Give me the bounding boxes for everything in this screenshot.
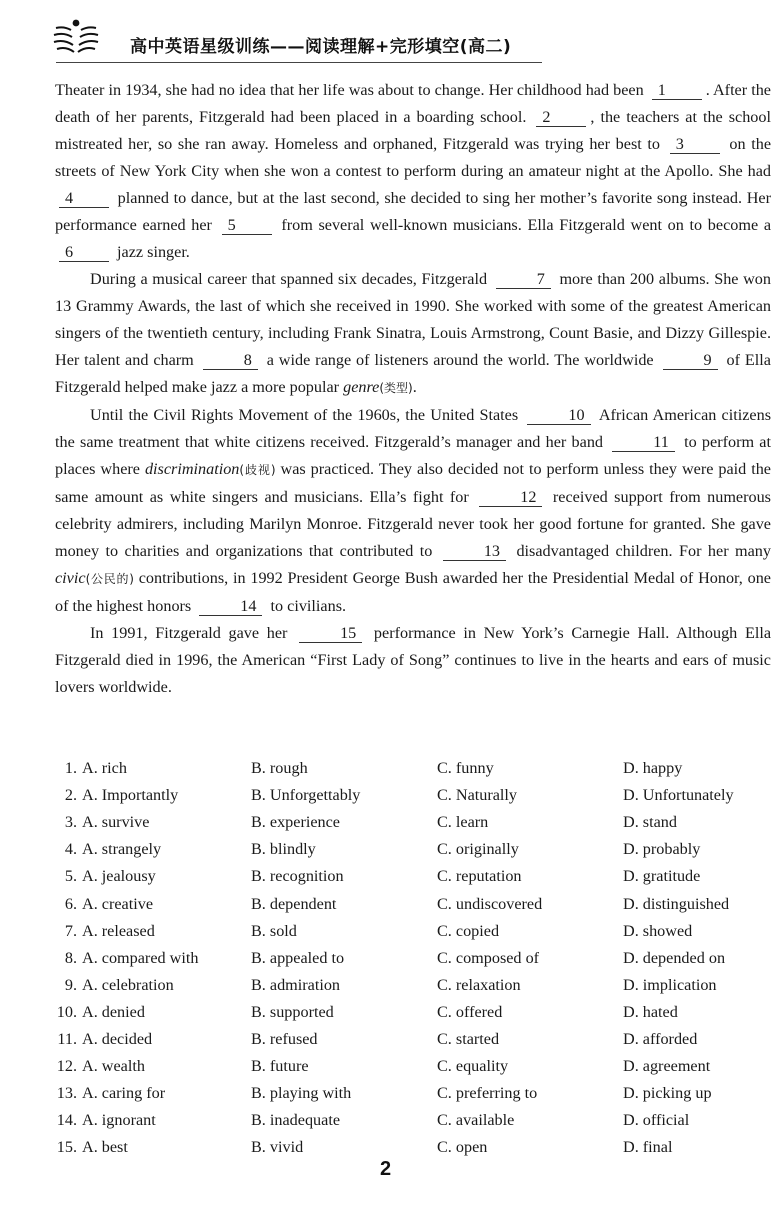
question-number: 4. (64, 840, 77, 859)
question-1-options (55, 755, 771, 782)
option-a (55, 1111, 251, 1130)
italic-term: genre (343, 378, 380, 396)
option-a (55, 895, 251, 914)
option-b: B. dependent (251, 894, 337, 913)
passage-text: was practiced. They also decided not to perform unless they were paid the same amount as white singers and musicians. Ella’s fight for (55, 460, 771, 506)
option-a (55, 786, 251, 805)
passage-text: In 1991, Fitzgerald gave her (90, 624, 296, 642)
passage-text: of Ella Fitzgerald helped make jazz a more popular (55, 351, 771, 396)
passage-text: to civilians. (266, 597, 347, 615)
passage-text: received support from numerous celebrity admirers, including Marilyn Monroe. Fitzgerald never took her good fortune for granted. She gave money to charities and organizations that contributed to (55, 488, 771, 560)
passage-text: Until the Civil Rights Movement of the 1960s, the United States (90, 406, 524, 424)
question-15-options (55, 1134, 771, 1161)
option-a-text: A. survive (82, 813, 150, 832)
question-5-options (55, 863, 771, 890)
passage-text: , the teachers at the school mistreated her, so she ran away. Homeless and orphaned, Fitzgerald was trying her best to (55, 108, 771, 153)
option-b: B. blindly (251, 840, 316, 859)
passage-text: African American citizens the same treatment that white citizens received. Fitzgerald’s manager and her band (55, 406, 772, 451)
option-a (55, 813, 251, 832)
option-d: D. gratitude (623, 867, 701, 886)
blank-5: 5 (222, 217, 272, 235)
option-a (55, 759, 251, 778)
question-7-options (55, 918, 771, 945)
blank-3: 3 (670, 136, 720, 154)
option-a-text: A. Importantly (82, 786, 179, 805)
question-number: 15. (56, 1138, 77, 1157)
passage-text: a wide range of listeners around the world. The worldwide (261, 351, 659, 369)
option-c: C. reputation (437, 867, 522, 886)
question-2-options (55, 782, 771, 809)
option-d: D. agreement (623, 1057, 711, 1076)
wheat-sheaf-icon (52, 18, 100, 60)
passage-text: . (412, 378, 417, 396)
passage-paragraph (55, 77, 771, 266)
passage-text: from several well-known musicians. Ella Fitzgerald went on to become a (275, 216, 772, 234)
option-c: C. available (437, 1111, 515, 1130)
option-a (55, 1084, 251, 1103)
blank-14: 14 (199, 598, 262, 616)
option-d: D. picking up (623, 1084, 712, 1103)
option-a-text: A. rich (82, 759, 127, 778)
option-c: C. open (437, 1138, 488, 1157)
option-b: B. Unforgettably (251, 786, 361, 805)
passage-paragraph (55, 266, 771, 402)
option-b: B. rough (251, 759, 308, 778)
question-number: 8. (64, 948, 77, 967)
option-a-text: A. ignorant (82, 1111, 156, 1130)
option-b: B. admiration (251, 975, 341, 994)
option-a-text: A. caring for (82, 1084, 166, 1103)
option-c: C. undiscovered (437, 894, 543, 913)
passage-text: to perform at places where (55, 433, 771, 478)
option-b: B. playing with (251, 1084, 352, 1103)
option-c: C. equality (437, 1057, 509, 1076)
question-number: 7. (64, 921, 77, 940)
header-divider (56, 62, 542, 63)
option-a (55, 976, 251, 995)
option-c: C. originally (437, 840, 519, 859)
option-b: B. experience (251, 813, 340, 832)
chinese-gloss: (类型) (379, 381, 413, 395)
option-a-text: A. jealousy (82, 867, 156, 886)
option-a-text: A. denied (82, 1002, 145, 1021)
question-8-options (55, 945, 771, 972)
passage-text: contributions, in 1992 President George Bush awarded her the Presidential Medal of Honor, one of the highest honors (55, 569, 771, 615)
option-a (55, 840, 251, 859)
question-number: 9. (64, 975, 77, 994)
option-d: D. stand (623, 813, 677, 832)
italic-term: civic (55, 569, 86, 587)
question-11-options (55, 1026, 771, 1053)
blank-7: 7 (496, 271, 551, 289)
option-b: B. vivid (251, 1138, 304, 1157)
option-a (55, 1057, 251, 1076)
option-a-text: A. wealth (82, 1057, 145, 1076)
option-d: D. hated (623, 1002, 678, 1021)
passage-paragraph (55, 620, 771, 701)
passage-text: performance in New York’s Carnegie Hall. Although Ella Fitzgerald died in 1996, the American “First Lady of Song” continues to live in the hearts and ears of music lovers worldwide. (55, 624, 772, 696)
page-number: 2 (380, 1158, 392, 1180)
option-b: B. supported (251, 1002, 334, 1021)
option-a-text: A. decided (82, 1029, 153, 1048)
option-d: D. implication (623, 975, 717, 994)
question-number: 10. (56, 1002, 77, 1021)
question-12-options (55, 1053, 771, 1080)
question-number: 5. (64, 867, 77, 886)
passage-text: on the streets of New York City when she won a contest to perform during an amateur night at the Apollo. She had (55, 135, 771, 180)
option-a-text: A. released (82, 921, 155, 940)
option-d: D. final (623, 1138, 673, 1157)
question-3-options (55, 809, 771, 836)
option-a (55, 922, 251, 941)
blank-2: 2 (536, 109, 586, 127)
option-a (55, 949, 251, 968)
question-4-options (55, 836, 771, 863)
question-number: 11. (57, 1029, 77, 1048)
option-c: C. funny (437, 759, 494, 778)
question-number: 6. (64, 894, 77, 913)
option-c: C. relaxation (437, 975, 521, 994)
passage-text: planned to dance, but at the last second, she decided to sing her mother’s favorite song instead. Her performance earned her (55, 189, 771, 234)
question-6-options (55, 890, 771, 917)
page-header (52, 18, 542, 62)
option-a-text: A. best (82, 1138, 128, 1157)
option-a-text: A. creative (82, 894, 154, 913)
option-c: C. started (437, 1029, 500, 1048)
question-number: 3. (64, 813, 77, 832)
option-c: C. composed of (437, 948, 540, 967)
blank-12: 12 (479, 489, 542, 507)
question-number: 1. (64, 759, 77, 778)
cloze-passage (55, 77, 771, 701)
question-number: 2. (64, 786, 77, 805)
blank-8: 8 (203, 352, 258, 370)
question-number: 12. (56, 1057, 77, 1076)
option-a-text: A. celebration (82, 975, 174, 994)
passage-text: more than 200 albums. She won 13 Grammy Awards, the last of which she received in 1990. She worked with some of the greatest American singers of the twentieth century, including Frank Sinatra, Louis Armstrong, Count Basie, and Dizzy Gillespie. Her talent and charm (55, 270, 771, 369)
option-d: D. distinguished (623, 894, 730, 913)
answer-options (55, 755, 771, 1161)
chinese-gloss: (公民的) (85, 572, 134, 586)
option-d: D. Unfortunately (623, 786, 734, 805)
italic-term: discrimination (144, 460, 240, 478)
blank-11: 11 (612, 434, 675, 452)
option-a-text: A. strangely (82, 840, 162, 859)
blank-6: 6 (59, 244, 109, 262)
option-c: C. preferring to (437, 1084, 538, 1103)
option-c: C. offered (437, 1002, 503, 1021)
question-10-options (55, 999, 771, 1026)
option-d: D. happy (623, 759, 683, 778)
option-a (55, 1030, 251, 1049)
option-a (55, 1003, 251, 1022)
option-a-text: A. compared with (82, 948, 199, 967)
blank-10: 10 (527, 407, 590, 425)
passage-text: . After the death of her parents, Fitzgerald had been placed in a boarding school. (55, 81, 771, 126)
option-d: D. official (623, 1111, 690, 1130)
blank-13: 13 (443, 543, 506, 561)
passage-text: disadvantaged children. For her many (510, 542, 771, 560)
chinese-gloss: (歧视) (239, 463, 276, 477)
option-d: D. depended on (623, 948, 726, 967)
passage-text: During a musical career that spanned six decades, Fitzgerald (90, 270, 492, 288)
option-b: B. appealed to (251, 948, 345, 967)
blank-9: 9 (663, 352, 718, 370)
option-b: B. future (251, 1057, 309, 1076)
question-9-options (55, 972, 771, 999)
passage-text: jazz singer. (113, 243, 190, 261)
option-a (55, 1138, 251, 1157)
blank-4: 4 (59, 190, 109, 208)
question-number: 14. (56, 1111, 77, 1130)
option-c: C. learn (437, 813, 489, 832)
blank-1: 1 (652, 82, 702, 100)
passage-text: Theater in 1934, she had no idea that her life was about to change. Her childhood had been (55, 81, 648, 99)
option-d: D. showed (623, 921, 693, 940)
passage-paragraph (55, 402, 771, 620)
blank-15: 15 (299, 625, 362, 643)
option-b: B. inadequate (251, 1111, 340, 1130)
option-d: D. afforded (623, 1029, 698, 1048)
option-b: B. sold (251, 921, 297, 940)
question-14-options (55, 1107, 771, 1134)
question-13-options (55, 1080, 771, 1107)
question-number: 13. (56, 1084, 77, 1103)
option-b: B. recognition (251, 867, 344, 886)
option-c: C. Naturally (437, 786, 518, 805)
option-a (55, 867, 251, 886)
option-c: C. copied (437, 921, 500, 940)
book-title: 高中英语星级训练——阅读理解+完形填空(高二) (130, 37, 512, 57)
option-d: D. probably (623, 840, 701, 859)
option-b: B. refused (251, 1029, 318, 1048)
